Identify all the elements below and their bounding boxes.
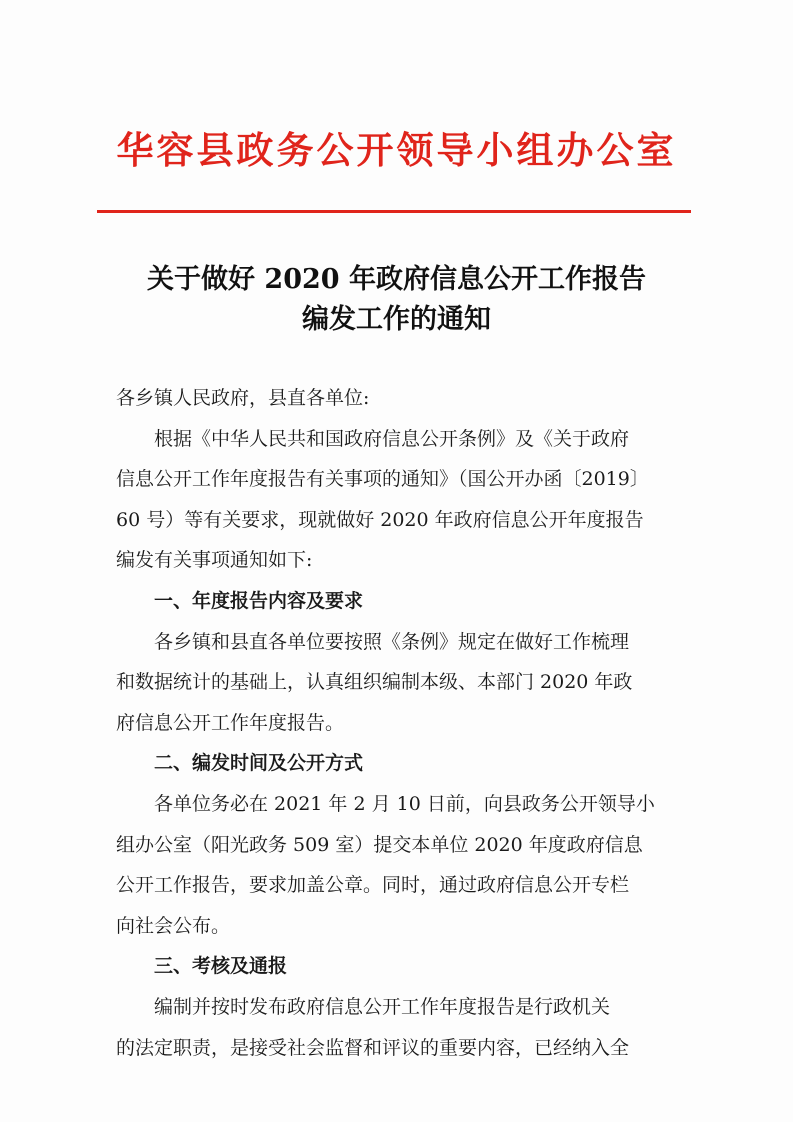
- section-3-paragraph-line: 编制并按时发布政府信息公开工作年度报告是行政机关: [154, 995, 611, 1018]
- document-body: [116, 378, 681, 1068]
- section-1-paragraph-line: 府信息公开工作年度报告。: [116, 711, 345, 734]
- letterhead-red-rule: [97, 210, 691, 213]
- document-title-line-2: 编发工作的通知: [302, 304, 491, 335]
- section-heading-1: 一、年度报告内容及要求: [154, 589, 364, 612]
- section-1-paragraph-line: 和数据统计的基础上，认真组织编制本级、本部门 2020 年政: [116, 671, 633, 694]
- section-heading-2: 二、编发时间及公开方式: [154, 752, 364, 775]
- section-2-paragraph-line: 各单位务必在 2021 年 2 月 10 日前，向县政务公开领导小: [154, 792, 655, 815]
- intro-paragraph-line: 信息公开工作年度报告有关事项的通知》（国公开办函〔2019〕: [116, 468, 649, 491]
- intro-paragraph-line: 根据《中华人民共和国政府信息公开条例》及《关于政府: [154, 427, 630, 450]
- intro-paragraph-line: 编发有关事项通知如下:: [116, 549, 313, 572]
- intro-paragraph-line: 60 号）等有关要求，现就做好 2020 年政府信息公开年度报告: [116, 508, 644, 531]
- section-1-paragraph-line: 各乡镇和县直各单位要按照《条例》规定在做好工作梳理: [154, 630, 630, 653]
- section-2-paragraph-line: 组办公室（阳光政务 509 室）提交本单位 2020 年度政府信息: [116, 833, 643, 856]
- letterhead-org-name: 华容县政务公开领导小组办公室: [116, 129, 677, 172]
- section-2-paragraph-line: 向社会公布。: [116, 914, 231, 937]
- section-3-paragraph-line: 的法定职责，是接受社会监督和评议的重要内容，已经纳入全: [116, 1036, 630, 1059]
- document-title-line-1: 关于做好 2020 年政府信息公开工作报告: [147, 264, 646, 295]
- section-heading-3: 三、考核及通报: [154, 955, 288, 978]
- salutation: 各乡镇人民政府，县直各单位:: [116, 387, 370, 409]
- document-title: [0, 260, 793, 340]
- section-2-paragraph-line: 公开工作报告，要求加盖公章。同时，通过政府信息公开专栏: [116, 874, 630, 897]
